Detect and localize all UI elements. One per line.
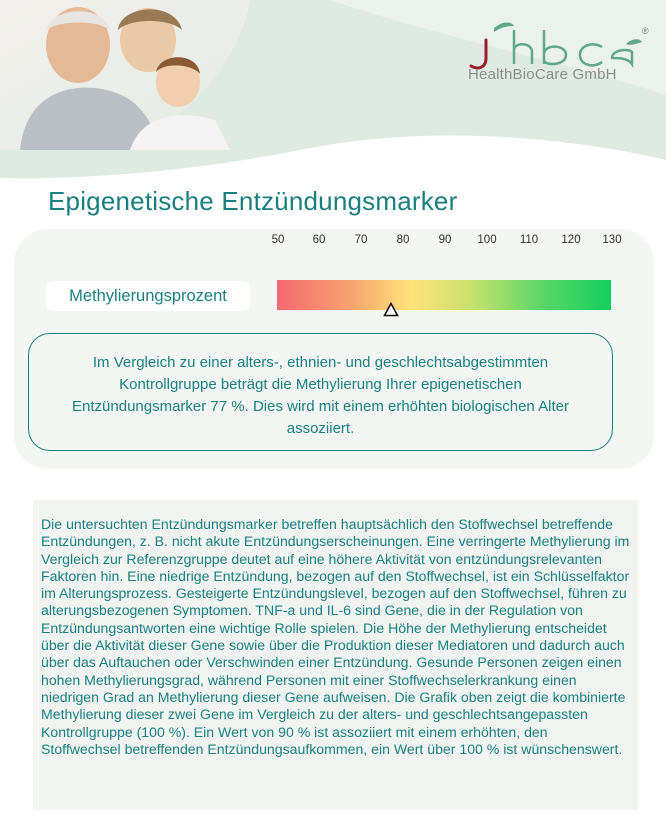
scale-tick: 110 <box>519 234 539 246</box>
scale-tick: 90 <box>438 234 452 246</box>
scale-tick: 130 <box>602 234 622 246</box>
methylation-label: Methylierungsprozent <box>46 281 250 311</box>
scale-tick: 120 <box>561 234 581 246</box>
page-title: Epigenetische Entzündungsmarker <box>48 186 458 216</box>
summary-box: Im Vergleich zu einer alters-, ethnien- und geschlechtsabgestimmten Kontrollgruppe beträgt die Methylierung Ihrer epigenetischen Entzündungsmarker 77 %. Dies wird mit einem erhöhten biologischen Alter assoziiert. <box>28 333 613 451</box>
scale-tick: 70 <box>354 234 368 246</box>
methylation-gradient-bar <box>277 280 611 310</box>
scale-tick: 50 <box>271 234 285 246</box>
description-text: Die untersuchten Entzündungsmarker betreffen hauptsächlich den Stoffwechsel betreffende Entzündungen, z. B. nicht akute Entzündungserscheinungen. Eine verringerte Methylierung im Vergleich zur Referenzgruppe deutet auf eine höhere Aktivität von entzündungsrelevanten Faktoren hin. Eine niedrige Entzündung, bezogen auf den Stoffwechsel, ist ein Schlüsselfaktor im Alterungsprozess. Gesteigerte Entzündungslevel, bezogen auf den Stoffwechsel, führen zu alterungsbezogenen Symptomen. TNF-a und IL-6 sind Gene, die in der Regulation von Entzündungsantworten eine wichtige Rolle spielen. Die Höhe der Methylierung entscheidet über die Aktivität dieser Gene sowie über die Produktion dieser Mediatoren und dadurch auch über das Auftauchen oder Verschwinden einer Entzündung. Gesunde Personen zeigen einen hohen Methylierungsgrad, während Personen mit einer Stoffwechselerkrankung einen niedrigen Grad an Methylierung dieser Gene aufweisen. Die Grafik oben zeigt die kombinierte Methylierung dieser zwei Gene im Vergleich zu der alters- und geschlechtsangepassten Kontrollgruppe (100 %). Ein Wert von 90 % ist assoziiert mit einem erhöhten, den Stoffwechsel betreffenden Entzündungsaufkommen, ein Wert über 100 % ist wünschenswert. <box>33 500 638 810</box>
registered-mark: ® <box>642 26 649 36</box>
scale-tick: 100 <box>477 234 497 246</box>
company-name: HealthBioCare GmbH <box>468 66 617 83</box>
scale-tick: 80 <box>396 234 410 246</box>
value-marker-triangle-icon <box>383 302 399 317</box>
scale-tick: 60 <box>312 234 326 246</box>
family-photo <box>0 0 250 150</box>
